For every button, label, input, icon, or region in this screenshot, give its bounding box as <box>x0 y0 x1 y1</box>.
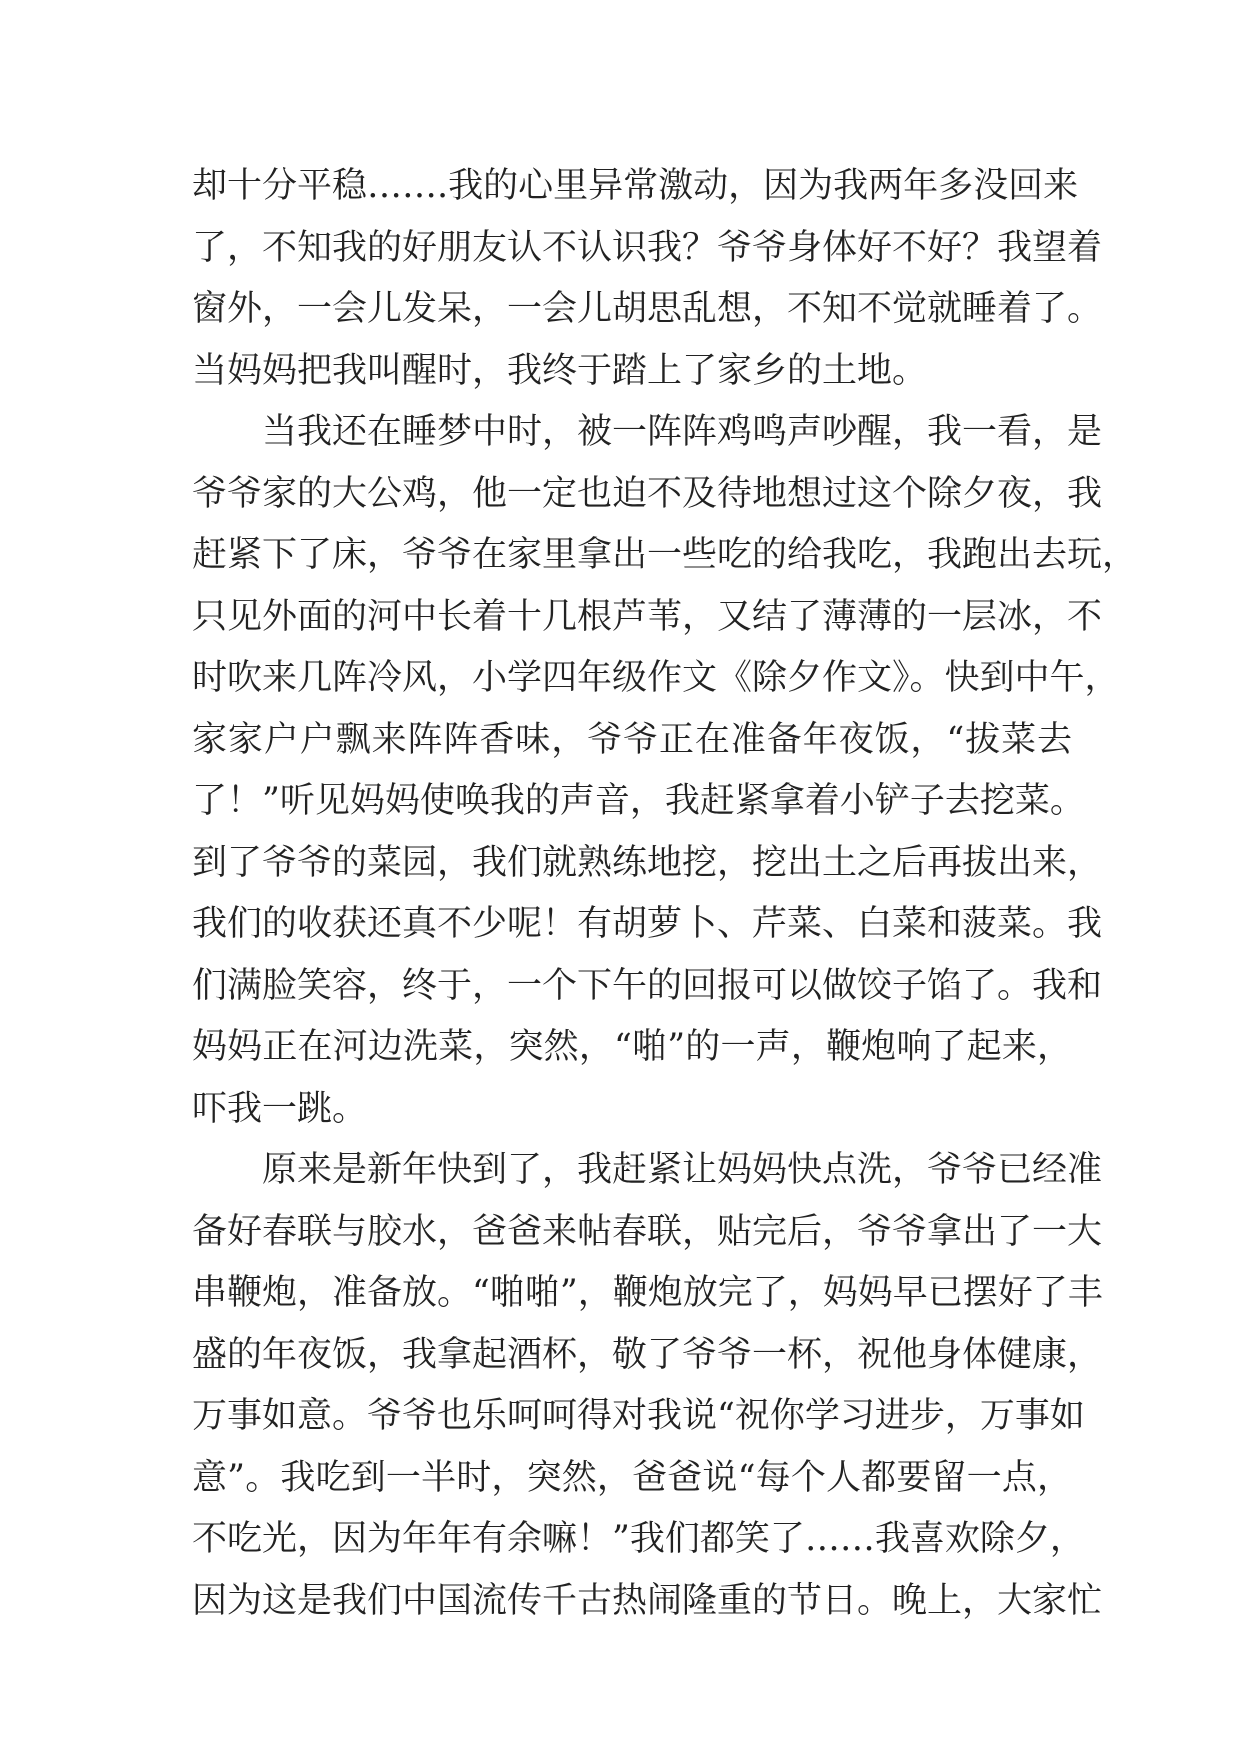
text-line: 了，不知我的好朋友认不认识我？爷爷身体好不好？我望着 <box>192 227 1103 268</box>
text-line: 妈妈正在河边洗菜，突然，“啪”的一声，鞭炮响了起来， <box>192 1027 1072 1067</box>
text-line: 们满脸笑容，终于，一个下午的回报可以做饺子馅了。我和 <box>192 965 1103 1006</box>
essay-body <box>192 156 1138 1632</box>
text-line: 赶紧下了床，爷爷在家里拿出一些吃的给我吃，我跑出去玩， <box>192 535 1138 575</box>
text-line: 了！”听见妈妈使唤我的声音，我赶紧拿着小铲子去挖菜。 <box>192 781 1085 821</box>
text-line: 窗外，一会儿发呆，一会儿胡思乱想，不知不觉就睡着了。 <box>192 289 1103 329</box>
text-line: 只见外面的河中长着十几根芦苇，又结了薄薄的一层冰，不 <box>192 596 1103 637</box>
paragraph-first-line: 当我还在睡梦中时，被一阵阵鸡鸣声吵醒，我一看，是 <box>262 412 1103 452</box>
text-line: 我们的收获还真不少呢！有胡萝卜、芹菜、白菜和菠菜。我 <box>192 904 1103 944</box>
text-line: 吓我一跳。 <box>192 1088 368 1129</box>
text-line: 万事如意。爷爷也乐呵呵得对我说“祝你学习进步，万事如 <box>192 1396 1085 1436</box>
text-line: 却十分平稳…….我的心里异常激动，因为我两年多没回来 <box>192 166 1079 206</box>
text-line: 意”。我吃到一半时，突然，爸爸说“每个人都要留一点， <box>192 1457 1072 1498</box>
text-line: 爷爷家的大公鸡，他一定也迫不及待地想过这个除夕夜，我 <box>192 473 1103 514</box>
text-line: 家家户户飘来阵阵香味，爷爷正在准备年夜饭，“拔菜去 <box>192 719 1072 760</box>
text-line: 当妈妈把我叫醒时，我终于踏上了家乡的土地。 <box>192 350 928 391</box>
text-line: 不吃光，因为年年有余嘛！”我们都笑了……我喜欢除夕， <box>192 1519 1085 1559</box>
text-line: 盛的年夜饭，我拿起酒杯，敬了爷爷一杯，祝他身体健康， <box>192 1334 1103 1375</box>
text-line: 串鞭炮，准备放。“啪啪”，鞭炮放完了，妈妈早已摆好了丰 <box>192 1273 1103 1313</box>
text-line: 到了爷爷的菜园，我们就熟练地挖，挖出土之后再拔出来， <box>192 842 1103 883</box>
text-line: 备好春联与胶水，爸爸来帖春联，贴完后，爷爷拿出了一大 <box>192 1211 1103 1252</box>
text-line: 时吹来几阵冷风，小学四年级作文《除夕作文》。快到中午， <box>192 658 1120 698</box>
paragraph-first-line: 原来是新年快到了，我赶紧让妈妈快点洗，爷爷已经准 <box>262 1150 1103 1190</box>
text-line: 因为这是我们中国流传千古热闹隆重的节日。晚上，大家忙 <box>192 1580 1103 1621</box>
